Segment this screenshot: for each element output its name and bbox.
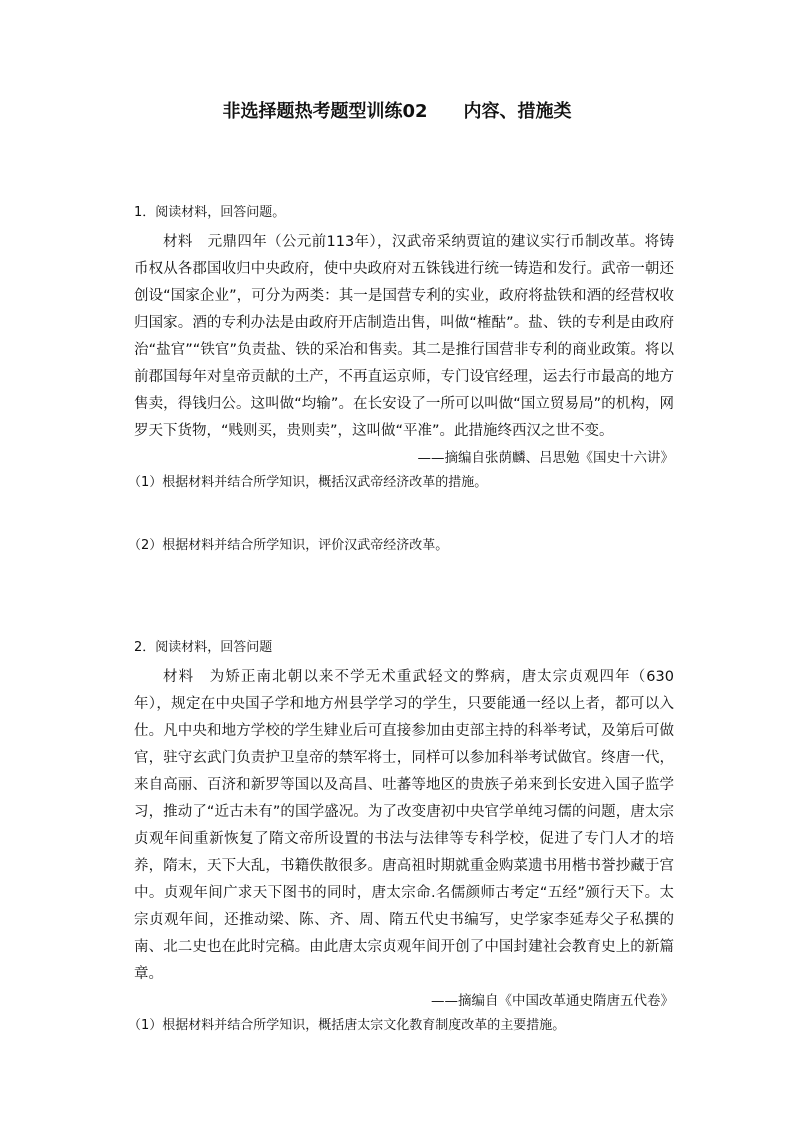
question-2 bbox=[128, 638, 674, 1036]
question-2-material: 材料 为矫正南北朝以来不学无术重武轻文的弊病，唐太宗贞观四年（630年），规定在中央国子学和地方州县学学习的学生，只要能通一经以上者，都可以入仕。凡中央和地方学校的学生肄业后可直接参加由吏部主持的科举考试，及第后可做官，驻守玄武门负责护卫皇帝的禁军将士，同样可以参加科举考试做官。终唐一代，来自高丽、百济和新罗等国以及高昌、吐蕃等地区的贵族子弟来到长安进入国子监学习，推动了“近古未有”的国学盛况。为了改变唐初中央官学单纯习儒的问题，唐太宗贞观年间重新恢复了隋文帝所设置的书法与法律等专科学校，促进了专门人才的培养，隋末，天下大乱，书籍佚散很多。唐高祖时期就重金购菜遗书用楷书誉抄藏于宫中。贞观年间广求天下图书的同时，唐太宗命.名儒颜师古考定“五经”颁行天下。太宗贞观年间，还推动梁、陈、齐、周、隋五代史书编写，史学家李延寿父子私撰的南、北二史也在此时完稿。由此唐太宗贞观年间开创了中国封建社会教育史上的新篇章。 bbox=[134, 669, 674, 982]
question-1 bbox=[128, 203, 674, 556]
question-2-prompt: 2．阅读材料，回答问题 bbox=[134, 640, 273, 655]
question-1-material: 材料 元鼎四年（公元前113年），汉武帝采纳贾谊的建议实行币制改革。将铸币权从各郡国收归中央政府，使中央政府对五铢钱进行统一铸造和发行。武帝一朝还创设“国家企业”，可分为两类：其一是国营专利的实业，政府将盐铁和酒的经营权收归国家。酒的专利办法是由政府开店制造出售，叫做“榷酤”。盐、铁的专利是由政府治“盐官”“铁官”负责盐、铁的采冶和售卖。其二是推行国营非专利的商业政策。将以前郡国每年对皇帝贡献的土产，不再直运京师，专门设官经理，运去行市最高的地方售卖，得钱归公。这叫做“均输”。在长安设了一所可以叫做“国立贸易局”的机构，网罗天下货物，“贱则买，贵则卖”，这叫做“平准”。此措施终西汉之世不变。 bbox=[134, 234, 674, 439]
question-2-source: ——摘编自《中国改革通史隋唐五代卷》 bbox=[431, 993, 674, 1009]
question-1-sub-1: （1）根据材料并结合所学知识，概括汉武帝经济改革的措施。 bbox=[128, 475, 488, 490]
question-1-sub-2: （2）根据材料并结合所学知识，评价汉武帝经济改革。 bbox=[128, 538, 449, 553]
question-2-sub-1: （1）根据材料并结合所学知识，概括唐太宗文化教育制度改革的主要措施。 bbox=[128, 1018, 566, 1033]
question-1-source: ——摘编自张荫麟、吕思勉《国史十六讲》 bbox=[417, 450, 674, 466]
question-1-prompt: 1．阅读材料，回答问题。 bbox=[134, 205, 286, 220]
page-title: 非选择题热考题型训练02 内容、措施类 bbox=[222, 101, 572, 122]
